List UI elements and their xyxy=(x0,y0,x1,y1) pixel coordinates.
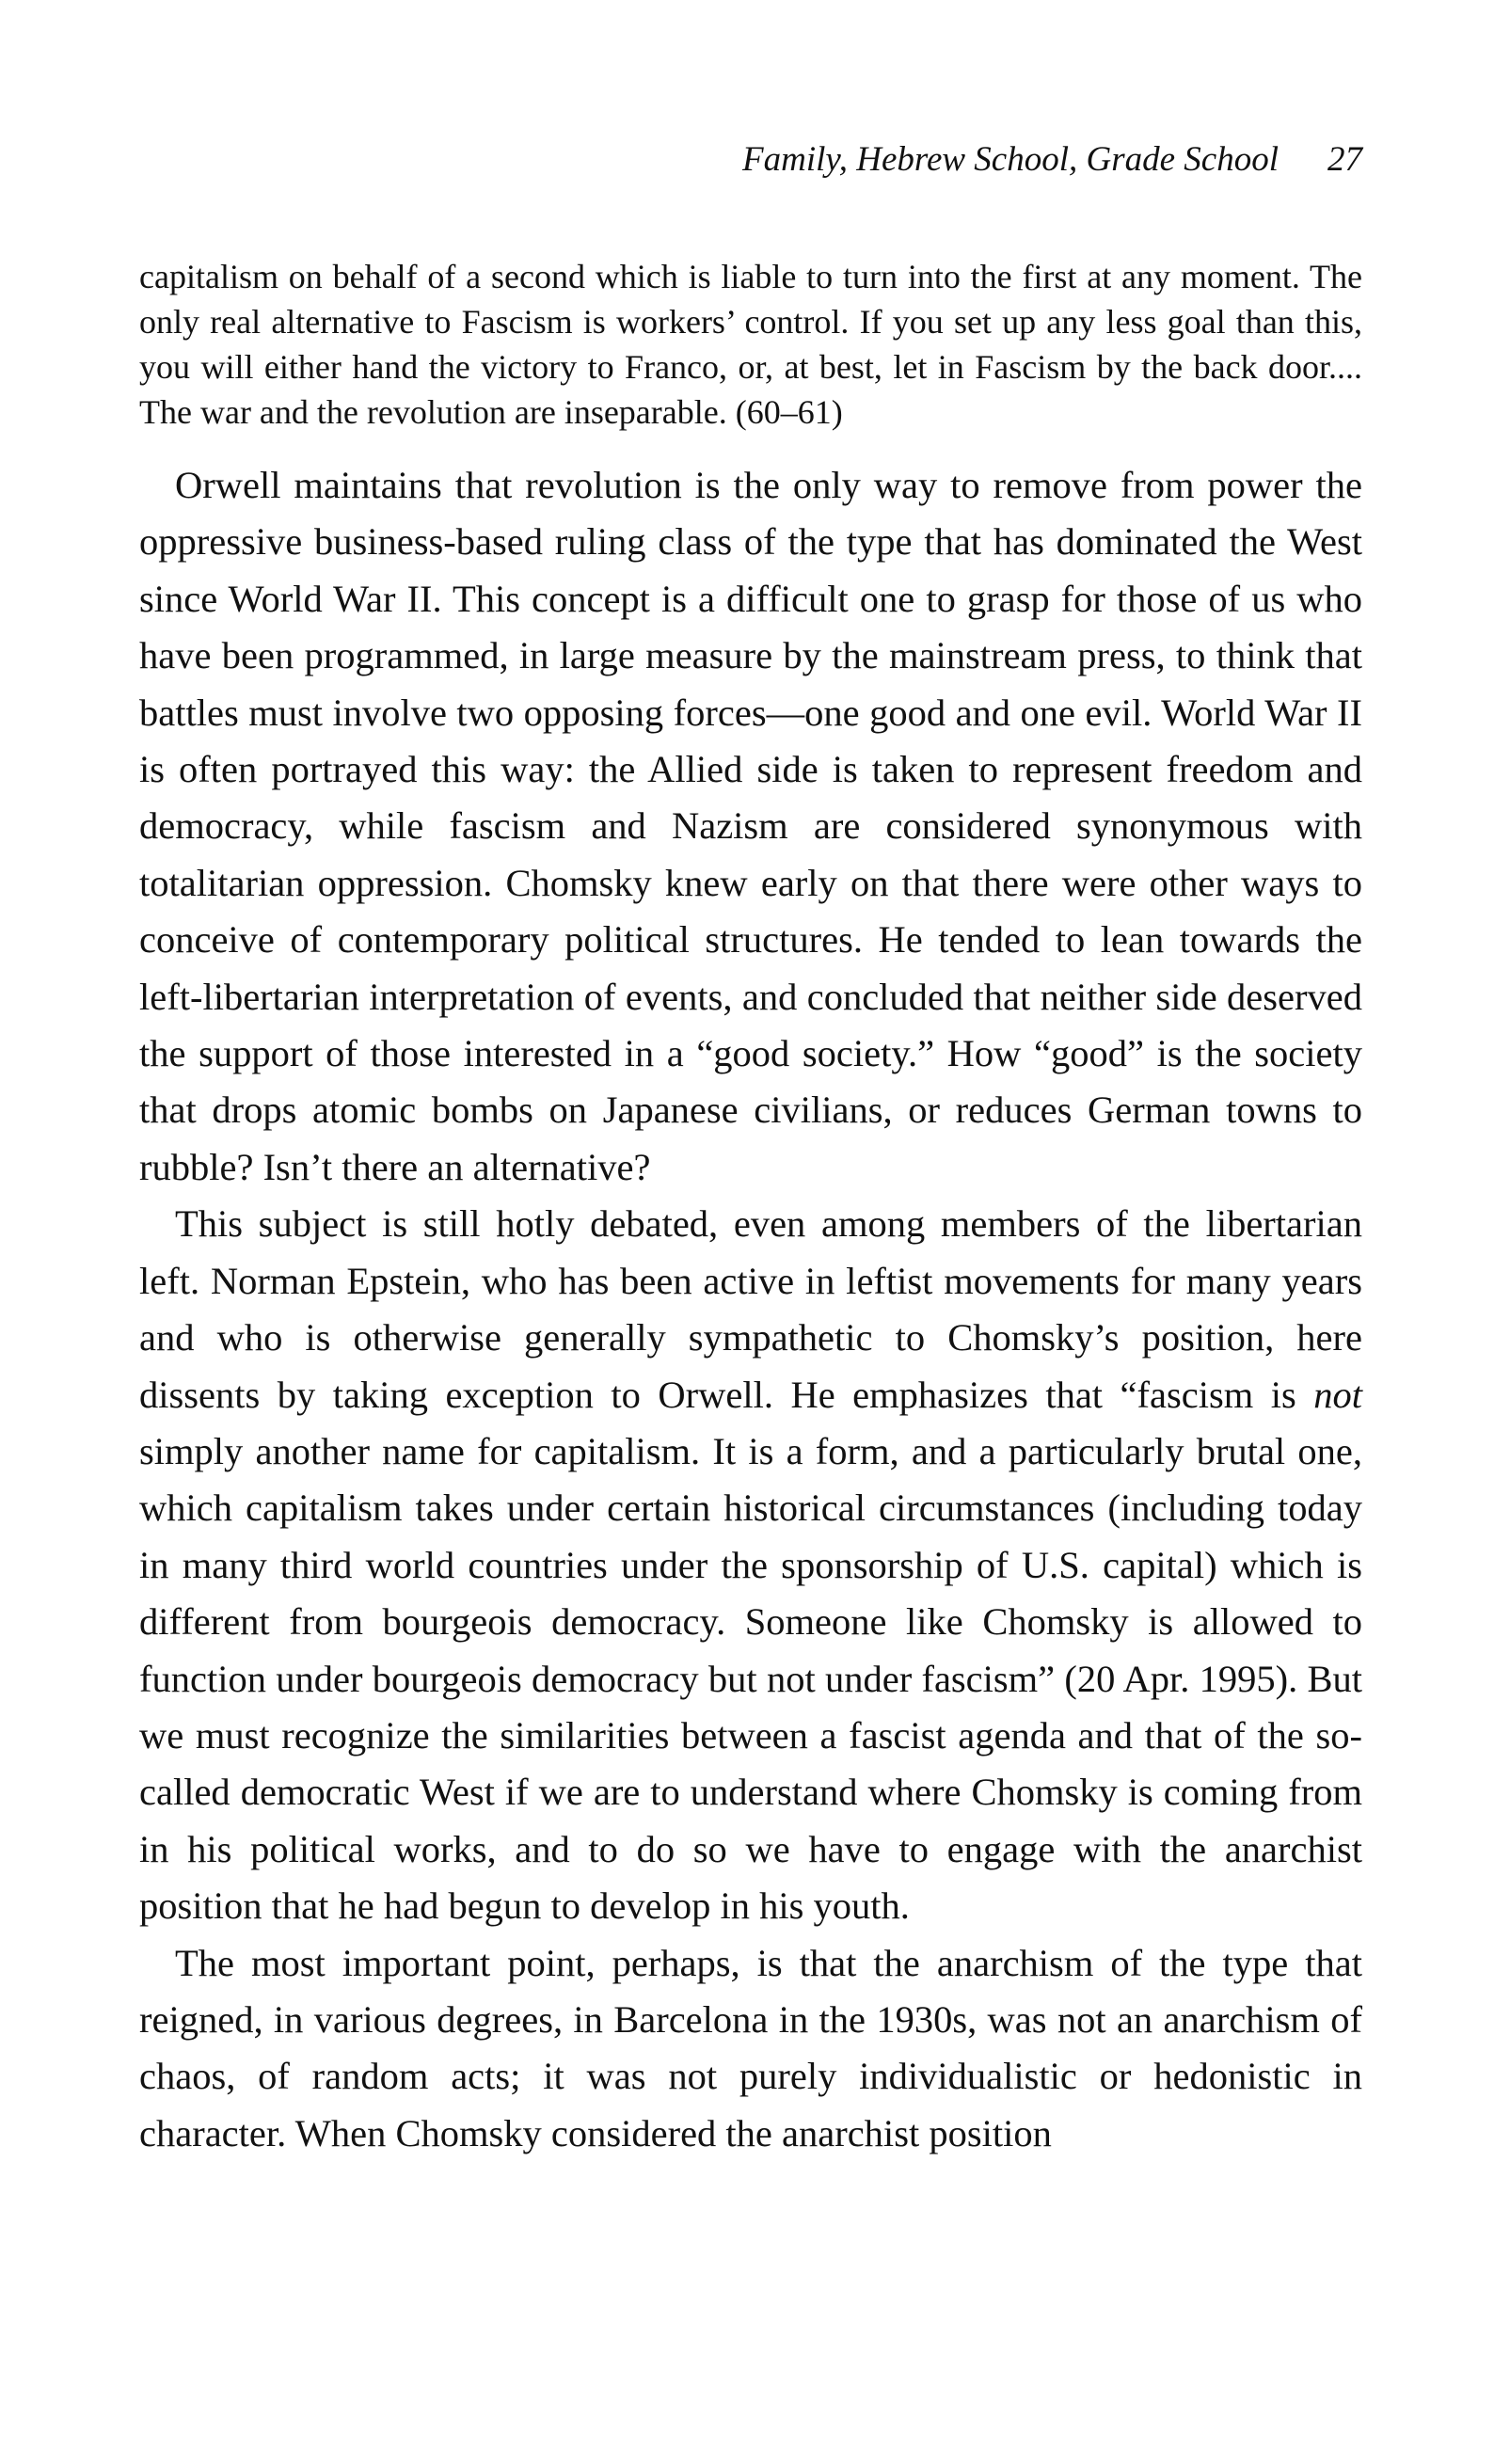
running-title: Family, Hebrew School, Grade School xyxy=(742,140,1279,179)
quote-citation: (60–61) xyxy=(735,393,843,431)
emphasis-not: not xyxy=(1313,1373,1362,1416)
paragraph-text-before-emphasis: This subject is still hotly debated, even among members of the libertarian left. Norman Epstein, who has been active in leftist movements for many years and who is otherwise generally sympathetic to Chomsky’s position, here dissents by taking exception to Orwell. He emphasizes that “fascism is xyxy=(139,1202,1362,1416)
book-page xyxy=(139,0,1362,2464)
running-head xyxy=(139,132,1362,188)
paragraph-text-after-emphasis: simply another name for capitalism. It is a form, and a particularly brutal one, which capitalism takes under certain historical circumstances (including today in many third world countries under the sponsorship of U.S. capital) which is different from bourgeois democracy. Someone like Chomsky is allowed to function under bourgeois democracy but not under fascism” (20 Apr. 1995). But we must recognize the similarities between a fascist agenda and that of the so-called democratic West if we are to understand where Chomsky is coming from in his political works, and to do so we have to engage with the anarchist position that he had begun to develop in his youth. xyxy=(139,1429,1362,1928)
body-text xyxy=(139,457,1362,2162)
page-number: 27 xyxy=(1327,140,1362,179)
paragraph-epstein-dissent xyxy=(139,1196,1362,1934)
block-quote-text: capitalism on behalf of a second which is liable to turn into the first at any moment. The only real alternative to Fascism is workers’ control. If you set up any less goal than this, you will either hand the victory to Franco, or, at best, let in Fascism by the back door.... The war and the revolution are inseparable. xyxy=(139,258,1362,431)
paragraph-anarchism-barcelona: The most important point, perhaps, is that the anarchism of the type that reigned, in various degrees, in Barcelona in the 1930s, was not an anarchism of chaos, of random acts; it was not purely individualistic or hedonistic in character. When Chomsky considered the anarchist position xyxy=(139,1941,1362,2154)
paragraph-orwell-revolution: Orwell maintains that revolution is the only way to remove from power the oppressive business-based ruling class of the type that has dominated the West since World War II. This concept is a difficult one to grasp for those of us who have been programmed, in large measure by the mainstream press, to think that battles must involve two opposing forces—one good and one evil. World War II is often portrayed this way: the Allied side is taken to represent freedom and democracy, while fascism and Nazism are considered synonymous with totalitarian oppression. Chomsky knew early on that there were other ways to conceive of contemporary political structures. He tended to lean towards the left-libertarian interpretation of events, and concluded that neither side deserved the support of those interested in a “good society.” How “good” is the society that drops atomic bombs on Japanese civilians, or reduces German towns to rubble? Isn’t there an alternative? xyxy=(139,464,1362,1188)
block-quote xyxy=(139,254,1362,435)
